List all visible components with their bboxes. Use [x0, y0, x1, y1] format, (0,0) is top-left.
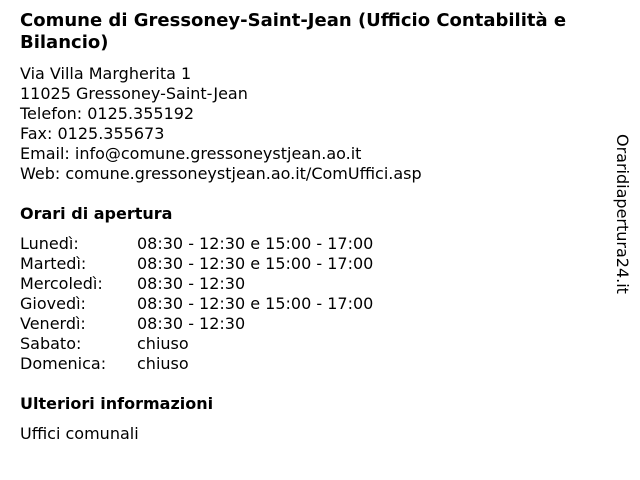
hours-time: chiuso	[137, 354, 189, 373]
opening-hours-heading: Orari di apertura	[20, 204, 173, 223]
more-info-text: Uffici comunali	[20, 424, 139, 443]
more-info-heading: Ulteriori informazioni	[20, 394, 214, 413]
hours-day: Lunedì:	[20, 234, 79, 253]
address-city: 11025 Gressoney-Saint-Jean	[20, 84, 248, 103]
hours-row	[20, 234, 373, 254]
hours-row	[20, 274, 373, 294]
hours-day: Venerdì:	[20, 314, 86, 333]
hours-day: Domenica:	[20, 354, 107, 373]
hours-row	[20, 314, 373, 334]
hours-time: 08:30 - 12:30	[137, 314, 246, 333]
site-watermark: Oraridiapertura24.it	[613, 134, 632, 294]
contact-block	[20, 64, 422, 184]
hours-row	[20, 294, 373, 314]
hours-day: Giovedì:	[20, 294, 86, 313]
hours-day: Mercoledì:	[20, 274, 103, 293]
fax-number: Fax: 0125.355673	[20, 124, 165, 143]
hours-time: 08:30 - 12:30 e 15:00 - 17:00	[137, 234, 374, 253]
hours-row	[20, 254, 373, 274]
hours-day: Martedì:	[20, 254, 87, 273]
opening-hours-table	[20, 234, 373, 374]
address-street: Via Villa Margherita 1	[20, 64, 192, 83]
website-address: Web: comune.gressoneystjean.ao.it/ComUffici.asp	[20, 164, 422, 183]
hours-row	[20, 354, 373, 374]
hours-time: 08:30 - 12:30	[137, 274, 246, 293]
hours-time: 08:30 - 12:30 e 15:00 - 17:00	[137, 254, 374, 273]
hours-time: chiuso	[137, 334, 189, 353]
page-title: Comune di Gressoney-Saint-Jean (Ufficio Contabilità e Bilancio)	[20, 10, 567, 53]
hours-row	[20, 334, 373, 354]
phone-number: Telefon: 0125.355192	[20, 104, 195, 123]
hours-time: 08:30 - 12:30 e 15:00 - 17:00	[137, 294, 374, 313]
hours-day: Sabato:	[20, 334, 82, 353]
email-address: Email: info@comune.gressoneystjean.ao.it	[20, 144, 362, 163]
